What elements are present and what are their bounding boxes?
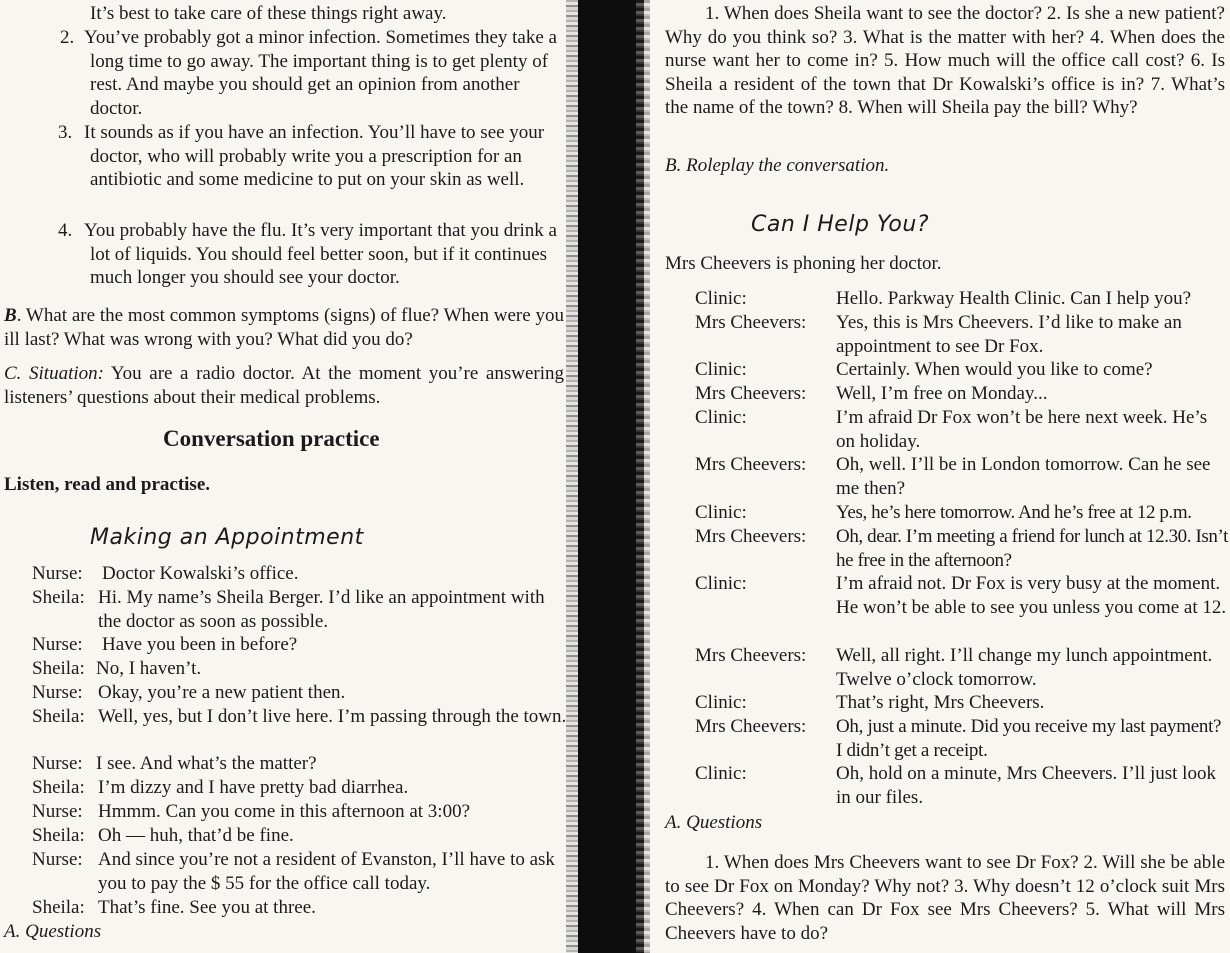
- dialogue-line: [32, 776, 567, 800]
- dialogue-line: [32, 752, 567, 776]
- line-text: That’s fine. See you at three.: [98, 897, 316, 918]
- speaker: Nurse:: [32, 682, 83, 703]
- dialogue-line: [695, 287, 1230, 311]
- dialogue-line: [32, 586, 567, 633]
- section-title: Conversation practice: [163, 426, 380, 451]
- speaker: Clinic:: [695, 288, 747, 309]
- item-number: 2.: [60, 27, 75, 48]
- line-text: I see. And what’s the matter?: [96, 753, 317, 774]
- task-text: You are a radio doctor. At the moment you’re answering listeners’ questions about their medical problems.: [4, 363, 564, 408]
- speaker: Clinic:: [695, 407, 747, 428]
- line-text: Well, yes, but I don’t live here. I’m passing through the town.: [98, 706, 567, 727]
- speaker: Nurse:: [32, 753, 83, 774]
- dialogue-line: [695, 358, 1230, 382]
- task-text: . What are the most common symptoms (signs) of flue? When were you ill last? What was wrong with you? What did you do?: [4, 305, 564, 350]
- item-number: 3.: [58, 122, 73, 143]
- line-text: That’s right, Mrs Cheevers.: [836, 692, 1045, 713]
- speaker: Clinic:: [695, 692, 747, 713]
- speaker: Clinic:: [695, 763, 747, 784]
- dialogue-line: [32, 705, 567, 729]
- speaker: Sheila:: [32, 658, 85, 679]
- book-spine-shadow: [578, 0, 644, 953]
- advice-text: It sounds as if you have an infection. You’ll have to see your doctor, who will probably write you a prescription for an antibiotic and some medicine to put on your skin as well.: [84, 122, 545, 190]
- dialogue-line: [695, 572, 1230, 619]
- dialogue-line: [32, 848, 567, 895]
- dialogue-line: [695, 406, 1230, 453]
- task-b: [4, 304, 564, 351]
- dialogue-line: [32, 633, 567, 657]
- dialogue-intro: Mrs Cheevers is phoning her doctor.: [665, 253, 942, 274]
- line-text: Have you been in before?: [102, 634, 298, 655]
- line-text: Hi. My name’s Sheila Berger. I’d like an appointment with the doctor as soon as possible.: [98, 587, 545, 632]
- line-text: Doctor Kowalski’s office.: [102, 563, 299, 584]
- dialogue-line: [32, 562, 567, 586]
- speaker: Clinic:: [695, 359, 747, 380]
- dialogue-line: [695, 525, 1230, 572]
- line-text: No, I haven’t.: [96, 658, 202, 679]
- speaker: Sheila:: [32, 706, 85, 727]
- line-text: Oh, dear. I’m meeting a friend for lunch at 12.30. Isn’t he free in the afternoon?: [836, 526, 1228, 571]
- dialogue-line: [32, 681, 567, 705]
- speaker: Sheila:: [32, 897, 85, 918]
- dialogue-line: [695, 691, 1230, 715]
- task-c: [4, 362, 564, 409]
- line-text: Oh, hold on a minute, Mrs Cheevers. I’ll just look in our files.: [836, 763, 1216, 808]
- speaker: Nurse:: [32, 634, 83, 655]
- dialogue-line: [695, 311, 1230, 358]
- page-gutter-right: [636, 0, 650, 953]
- speaker: Sheila:: [32, 825, 85, 846]
- dialogue-line: [695, 453, 1230, 500]
- dialogue-title: Can I Help You?: [751, 212, 930, 237]
- line-text: Yes, he’s here tomorrow. And he’s free at 12 p.m.: [836, 502, 1192, 523]
- line-text: Okay, you’re a new patient then.: [98, 682, 346, 703]
- speaker: Clinic:: [695, 573, 747, 594]
- speaker: Mrs Cheevers:: [695, 526, 807, 547]
- speaker: Nurse:: [32, 849, 83, 870]
- questions-paragraph: 1. When does Sheila want to see the doctor? 2. Is she a new patient? Why do you think so? 3. What is the matter with her? 4. When does the nurse want her to come in? 5. How much will the office call cost? 6. Is Sheila a resident of the town that Dr Kowalski’s office is in? 7. What’s the name of the town? 8. When will Sheila pay the bill? Why?: [665, 3, 1225, 118]
- task-label: C. Situation:: [4, 363, 104, 384]
- speaker: Sheila:: [32, 777, 85, 798]
- dialogue-line: [32, 800, 567, 824]
- line-text: Oh, well. I’ll be in London tomorrow. Can he see me then?: [836, 454, 1211, 499]
- speaker: Nurse:: [32, 801, 83, 822]
- line-text: Hmmm. Can you come in this afternoon at 3:00?: [98, 801, 471, 822]
- dialogue-line: [695, 644, 1230, 691]
- advice-item-3: [60, 121, 565, 192]
- line-text: Oh, just a minute. Did you receive my last payment? I didn’t get a receipt.: [836, 716, 1222, 761]
- dialogue-line: [32, 896, 567, 920]
- speaker: Mrs Cheevers:: [695, 383, 807, 404]
- advice-item-4: [60, 219, 565, 290]
- dialogue-title: Making an Appointment: [90, 525, 364, 550]
- advice-text: You probably have the flu. It’s very important that you drink a lot of liquids. You should feel better soon, but if it continues much longer you should see your doctor.: [84, 220, 557, 288]
- dialogue-line: [32, 824, 567, 848]
- line-text: Well, I’m free on Monday...: [836, 383, 1048, 404]
- line-text: Certainly. When would you like to come?: [836, 359, 1153, 380]
- item-number: 4.: [58, 220, 73, 241]
- speaker: Nurse:: [32, 563, 83, 584]
- speaker: Mrs Cheevers:: [695, 645, 807, 666]
- dialogue-line: [695, 762, 1230, 809]
- line-text: I’m afraid Dr Fox won’t be here next week. He’s on holiday.: [836, 407, 1208, 452]
- questions-paragraph: 1. When does Mrs Cheevers want to see Dr Fox? 2. Will she be able to see Dr Fox on Monday? Why not? 3. Why doesn’t 12 o’clock suit Mrs Cheevers? 4. When can Dr Fox see Mrs Cheevers? 5. What will Mrs Cheevers have to do?: [665, 852, 1225, 944]
- advice-text: It’s best to take care of these things right away.: [90, 3, 447, 24]
- line-text: Hello. Parkway Health Clinic. Can I help you?: [836, 288, 1192, 309]
- questions-label: A. Questions: [665, 812, 763, 833]
- line-text: Yes, this is Mrs Cheevers. I’d like to make an appointment to see Dr Fox.: [836, 312, 1182, 357]
- task-label: B: [4, 305, 17, 326]
- speaker: Sheila:: [32, 587, 85, 608]
- dialogue-line: [695, 715, 1230, 762]
- advice-item-1-cont: [60, 2, 565, 26]
- questions-label: A. Questions: [4, 921, 102, 942]
- dialogue-line: [695, 501, 1230, 525]
- instruction: Listen, read and practise.: [4, 474, 211, 495]
- line-text: I’m afraid not. Dr Fox is very busy at the moment. He won’t be able to see you unless you come at 12.: [836, 573, 1227, 618]
- advice-text: You’ve probably got a minor infection. Sometimes they take a long time to go away. The important thing is to get plenty of rest. And maybe you should get an opinion from another doctor.: [84, 27, 557, 119]
- line-text: And since you’re not a resident of Evanston, I’ll have to ask you to pay the $ 55 for the office call today.: [98, 849, 555, 894]
- speaker: Mrs Cheevers:: [695, 454, 807, 475]
- line-text: Well, all right. I’ll change my lunch appointment. Twelve o’clock tomorrow.: [836, 645, 1213, 690]
- speaker: Mrs Cheevers:: [695, 312, 807, 333]
- speaker: Clinic:: [695, 502, 747, 523]
- line-text: Oh — huh, that’d be fine.: [98, 825, 294, 846]
- dialogue-line: [695, 382, 1230, 406]
- line-text: I’m dizzy and I have pretty bad diarrhea.: [98, 777, 409, 798]
- advice-item-2: [60, 26, 565, 120]
- speaker: Mrs Cheevers:: [695, 716, 807, 737]
- dialogue-line: [32, 657, 567, 681]
- roleplay-task: B. Roleplay the conversation.: [665, 155, 890, 176]
